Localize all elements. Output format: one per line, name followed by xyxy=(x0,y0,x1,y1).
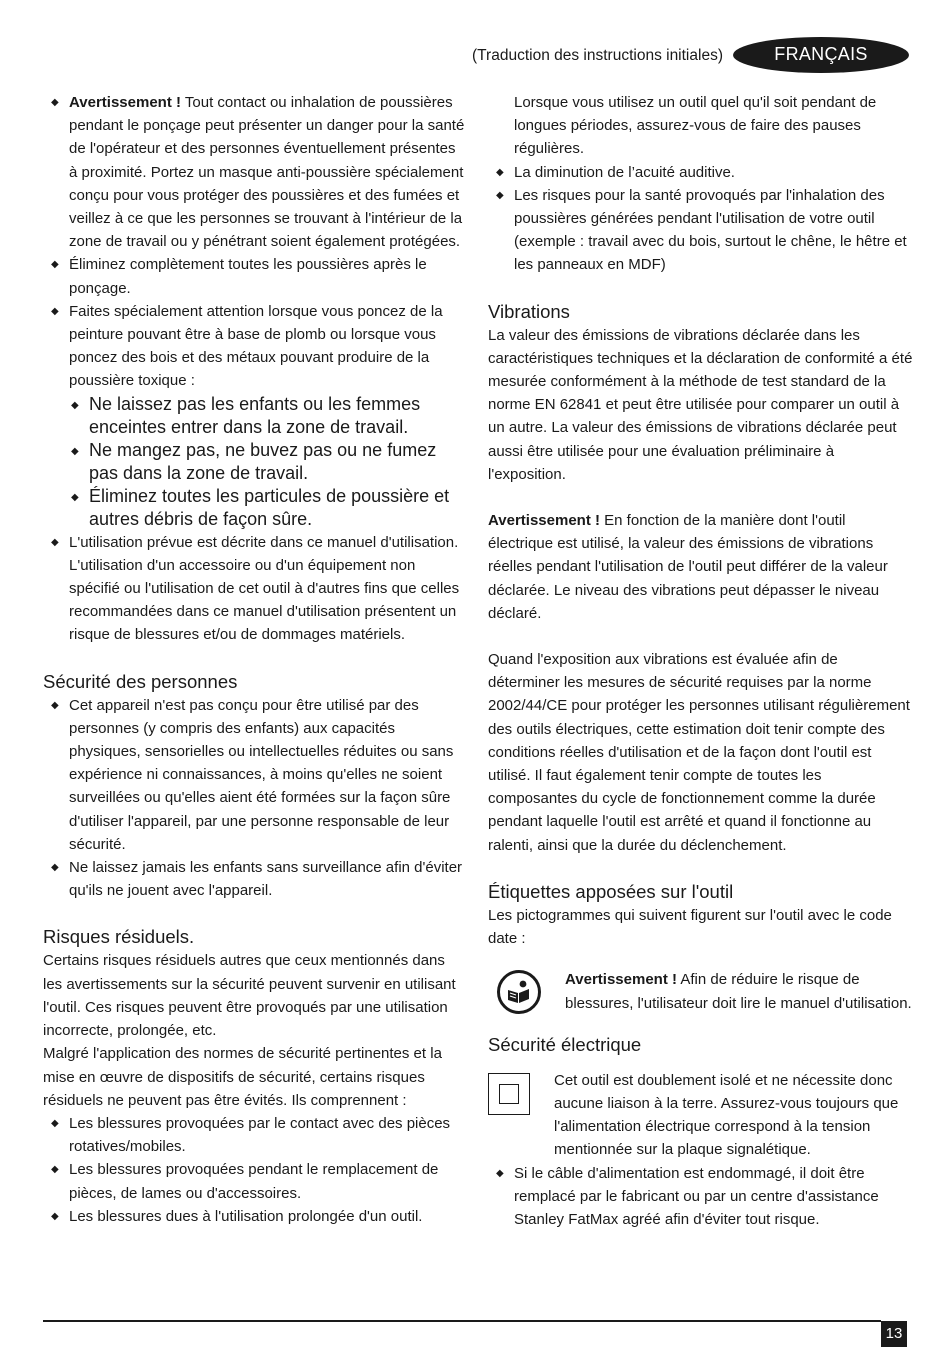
list-item xyxy=(43,300,467,393)
residual-continuation: Lorsque vous utilisez un outil quel qu'il soit pendant de longues périodes, assurez-vous de faire des pauses régulières. xyxy=(514,94,877,158)
section-heading-vibrations: Vibrations xyxy=(488,300,570,322)
list-item xyxy=(43,1158,467,1204)
diamond-bullet-icon: ◆ xyxy=(51,1164,59,1176)
dust-bullets xyxy=(43,91,467,393)
right-column xyxy=(488,91,913,1231)
list-item xyxy=(43,91,467,253)
list-item-text: Faites spécialement attention lorsque vous poncez de la peinture pouvant être à base de plomb ou lorsque vous poncez des bois et des métaux pouvant produire de la poussière toxique : xyxy=(69,302,443,390)
list-item xyxy=(488,1162,913,1232)
diamond-bullet-icon: ◆ xyxy=(496,1167,504,1179)
list-item xyxy=(43,253,467,299)
sub-list-item-text: Ne laissez pas les enfants ou les femmes enceintes entrer dans la zone de travail. xyxy=(89,393,421,437)
left-column xyxy=(43,91,467,1228)
diamond-bullet-icon: ◆ xyxy=(51,1117,59,1129)
section-heading-residual-risks: Risques résiduels. xyxy=(43,926,195,948)
vibrations-paragraph-1: La valeur des émissions de vibrations déclarée dans les caractéristiques techniques et la déclaration de conformité a été mesurée conformément à la méthode de test standard de la norme EN 62841 et peut être utilisée pour comparer un outil à un autre. La valeur des émissions de vibrations déclarée peut aussi être utilisée pour une évaluation préliminaire à l'exposition. xyxy=(488,326,913,483)
footer-rule xyxy=(43,1320,881,1322)
section-heading-personal-safety: Sécurité des personnes xyxy=(43,670,238,692)
list-item xyxy=(43,1112,467,1158)
list-item-text: La diminution de l’acuité auditive. xyxy=(514,163,735,181)
read-manual-text xyxy=(488,968,913,1014)
list-item xyxy=(43,694,467,856)
list-item xyxy=(43,856,467,902)
read-manual-row xyxy=(488,968,913,1014)
list-item-text: L'utilisation prévue est décrite dans ce manuel d'utilisation. L'utilisation d'un accessoire ou d'un équipement non spécifié ou l'utilisation de cet outil à d'autres fins que celles recommandées dans ce manuel d'utilisation présentent un risque de blessures et/ou de dommages matériels. xyxy=(69,533,460,644)
warning-label: Avertissement ! xyxy=(488,512,600,530)
list-item xyxy=(488,184,913,277)
diamond-bullet-icon: ◆ xyxy=(51,699,59,711)
list-item-text: Cet appareil n'est pas conçu pour être utilisé par des personnes (y compris des enfants) aux capacités physiques, sensorielles ou intellectuelles réduites ou sans expérience ni connaissances, à moins qu'elles ne soient surveillées ou qu'elles aient été formées sur la façon sûre d'utiliser l'appareil, par une personne responsable de leur sécurité. xyxy=(69,696,454,853)
diamond-bullet-icon: ◆ xyxy=(496,166,504,178)
list-item-text: Éliminez complètement toutes les poussières après le ponçage. xyxy=(69,256,427,297)
diamond-bullet-icon: ◆ xyxy=(51,305,59,317)
section-heading-electrical-safety: Sécurité électrique xyxy=(488,1033,642,1055)
residual-paragraph-2: Malgré l'application des normes de sécurité pertinentes et la mise en œuvre de dispositifs de sécurité, certains risques résiduels ne peuvent pas être évités. Ils comprennent : xyxy=(43,1045,442,1109)
diamond-bullet-icon: ◆ xyxy=(51,1210,59,1222)
diamond-bullet-icon: ◆ xyxy=(51,862,59,874)
diamond-bullet-icon: ◆ xyxy=(51,97,59,108)
labels-intro: Les pictogrammes qui suivent figurent sur l'outil avec le code date : xyxy=(488,906,892,948)
vibrations-warning xyxy=(488,509,913,625)
residual-risks-list-cont xyxy=(488,161,913,277)
paint-sub-bullets xyxy=(43,393,467,531)
electrical-list xyxy=(488,1162,913,1232)
list-item-text: Les blessures provoquées par le contact avec des pièces rotatives/mobiles. xyxy=(69,1114,451,1156)
section-heading-tool-labels: Étiquettes apposées sur l'outil xyxy=(488,880,734,902)
read-manual-icon xyxy=(497,970,541,1014)
vibrations-paragraph-3: Quand l'exposition aux vibrations est évaluée afin de déterminer les mesures de sécurité requises par la norme 2002/44/CE pour protéger les personnes utilisant régulièrement des outils électriques, cette estimation doit tenir compte des conditions réelles d'utilisation et de la façon dont l'outil est utilisé. Il faut également tenir compte de toutes les composantes du cycle de fonctionnement comme la durée pendant laquelle l'outil est arrêté et quand il fonctionne au ralenti, ainsi que la durée du déclenchement. xyxy=(488,651,910,854)
language-badge: FRANÇAIS xyxy=(733,37,909,73)
warning-label: Avertissement ! xyxy=(565,971,677,989)
residual-risks-list xyxy=(43,1112,467,1228)
page-number: 13 xyxy=(881,1321,907,1347)
use-bullet xyxy=(43,531,467,647)
list-item-text: Si le câble d'alimentation est endommagé, il doit être remplacé par le fabricant ou par un centre d'assistance Stanley FatMax agréé afin d'éviter tout risque. xyxy=(514,1164,879,1228)
sub-list-item-text: Éliminez toutes les particules de poussière et autres débris de façon sûre. xyxy=(89,485,450,529)
list-item xyxy=(43,531,467,647)
double-insulation-icon xyxy=(488,1073,530,1115)
list-item-text: Ne laissez jamais les enfants sans surveillance afin d'éviter qu'ils ne jouent avec l'appareil. xyxy=(69,859,463,900)
diamond-bullet-icon: ◆ xyxy=(71,399,79,411)
diamond-bullet-icon: ◆ xyxy=(71,445,79,457)
double-insulated-text: Cet outil est doublement isolé et ne nécessite donc aucune liaison à la terre. Assurez-vous toujours que l'alimentation électrique correspond à la tension mentionnée sur la plaque signalétique. xyxy=(554,1071,899,1159)
personal-safety-list xyxy=(43,694,467,903)
translation-note: (Traduction des instructions initiales) xyxy=(472,47,723,64)
diamond-bullet-icon: ◆ xyxy=(496,189,504,201)
warning-text: Tout contact ou inhalation de poussières pendant le ponçage peut présenter un danger pour la santé de l'opérateur et des personnes éventuellement présentes à proximité. Portez un masque anti-poussière spécialement conçu pour vous protéger des poussières et des fumées et veillez à ce que les personnes se trouvant à l'intérieur de la zone de travail ou y pénétrant soient également protégées. xyxy=(69,94,465,251)
warning-label: Avertissement ! xyxy=(69,94,181,111)
diamond-bullet-icon: ◆ xyxy=(51,536,59,548)
sub-list-item xyxy=(43,393,467,439)
list-item-text: Les blessures provoquées pendant le remplacement de pièces, de lames ou d'accessoires. xyxy=(69,1161,439,1202)
list-item xyxy=(488,161,913,184)
list-item xyxy=(43,1205,467,1228)
sub-list-item-text: Ne mangez pas, ne buvez pas ou ne fumez pas dans la zone de travail. xyxy=(89,439,437,483)
list-item-text: Les risques pour la santé provoqués par l'inhalation des poussières générées pendant l'utilisation de votre outil (exemple : travail avec du bois, surtout le chêne, le hêtre et les panneaux en MDF) xyxy=(514,186,907,274)
sub-list-item xyxy=(43,485,467,531)
diamond-bullet-icon: ◆ xyxy=(71,491,79,503)
warning-text: En fonction de la manière dont l'outil électrique est utilisé, la valeur des émissions de vibrations réelles pendant l'utilisation de l'outil peut différer de la valeur déclarée. Le niveau des vibrations peut dépasser le niveau déclaré. xyxy=(488,512,888,622)
diamond-bullet-icon: ◆ xyxy=(51,259,59,271)
warning-text: Afin de réduire le risque de blessures, l'utilisateur doit lire le manuel d'utilisation. xyxy=(565,971,912,1012)
double-insulated-row xyxy=(488,1069,913,1162)
sub-list-item xyxy=(43,439,467,485)
residual-paragraph-1: Certains risques résiduels autres que ceux mentionnés dans les avertissements sur la sécurité peuvent survenir en utilisant l'outil. Ces risques peuvent être provoqués par une utilisation incorrecte, prolongée, etc. xyxy=(43,952,456,1040)
list-item-text: Les blessures dues à l'utilisation prolongée d'un outil. xyxy=(69,1207,423,1225)
